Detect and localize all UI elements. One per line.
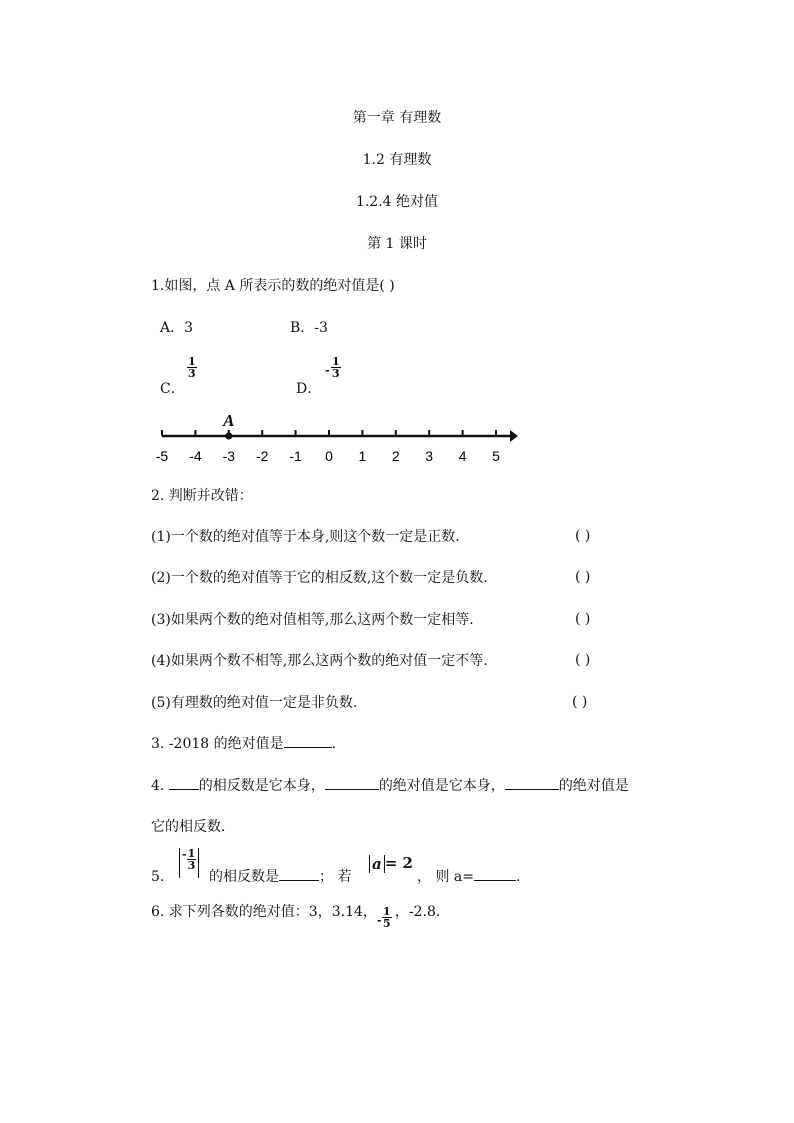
q5-equation (369, 854, 413, 873)
fraction-denominator: 3 (188, 367, 196, 380)
q2-stem: 2. 判断并改错： (151, 488, 253, 504)
number-line-point-label: A (223, 411, 235, 430)
q1-option-d-fraction (331, 356, 341, 379)
q6-text: 6. 求下列各数的绝对值：3，3.14， (151, 904, 377, 920)
q4-blank-1[interactable] (169, 789, 199, 790)
q1-option-d (296, 355, 340, 397)
q1-option-b: B．-3 (290, 320, 328, 336)
fraction-denominator: 5 (382, 917, 391, 930)
q6-tail: ，-2.8. (394, 904, 441, 920)
number-line-figure (150, 405, 530, 467)
number-line-tick-label: -4 (189, 448, 202, 464)
fraction-numerator: 1 (382, 905, 391, 918)
q5-then-text: ， 则 a= (417, 869, 474, 885)
number-line-tick-label: 0 (325, 448, 333, 464)
q4-blank-2[interactable] (325, 789, 379, 790)
q2-answer-paren-2: ( ) (575, 569, 591, 585)
q5-tail (417, 868, 520, 886)
fraction-denominator: 3 (187, 859, 196, 872)
q2-answer-paren-4: ( ) (575, 652, 591, 668)
q3-blank[interactable] (284, 747, 332, 748)
number-line-arrowhead (510, 430, 518, 442)
q1-option-c-fraction (187, 356, 197, 379)
q4-part-3: 的绝对值是 (558, 778, 629, 794)
fraction-numerator: 1 (188, 355, 196, 368)
q2-item-5: (5)有理数的绝对值一定是非负数. (151, 695, 358, 711)
q1-option-c (160, 355, 196, 397)
q3-text: 3. -2018 的绝对值是 (151, 736, 284, 752)
q4-number: 4. (151, 778, 165, 794)
q5-separator: ； 若 (319, 869, 352, 885)
number-line-tick-label: -5 (155, 448, 169, 464)
q1-option-c-label: C． (160, 381, 185, 397)
q4-part-1: 的相反数是它本身， (198, 778, 325, 794)
q2-item-2: (2)一个数的绝对值等于它的相反数,这个数一定是负数. (151, 570, 488, 586)
q4-part-2: 的绝对值是它本身， (378, 778, 505, 794)
fraction-numerator: 1 (332, 355, 340, 368)
q2-item-4: (4)如果两个数不相等,那么这两个数的绝对值一定不等. (151, 653, 488, 669)
number-line-tick-label: -3 (222, 448, 236, 464)
q4-blank-3[interactable] (505, 789, 559, 790)
q5-mid-text: 的相反数是 (209, 869, 279, 885)
q5-rest (209, 868, 351, 886)
subsection-title: 1.2.4 绝对值 (355, 194, 439, 210)
q2-item-3: (3)如果两个数的绝对值相等,那么这两个数一定相等. (151, 612, 474, 628)
q5-abs-fraction (187, 848, 197, 871)
q5-blank-1[interactable] (279, 880, 319, 881)
chapter-title: 第一章 有理数 (352, 110, 442, 126)
q6 (151, 903, 441, 930)
q2-answer-paren-1: ( ) (575, 528, 591, 544)
q4-line-2: 它的相反数. (151, 819, 226, 835)
number-line-tick-label: -1 (289, 448, 302, 464)
q5-number: 5. (151, 869, 165, 885)
q4 (151, 777, 629, 795)
number-line-tick-label: 2 (391, 448, 400, 464)
q1-option-a: A．3 (160, 320, 194, 336)
q2-item-1: (1)一个数的绝对值等于本身,则这个数一定是正数. (151, 529, 460, 545)
lesson-title: 第 1 课时 (367, 236, 427, 252)
number-line-tick-label: 4 (458, 448, 467, 464)
number-line-point-a (225, 433, 232, 440)
q5-abs-sign: - (182, 847, 187, 861)
fraction-denominator: 3 (332, 367, 340, 380)
number-line-tick-label: 1 (358, 448, 367, 464)
q1-option-d-label: D． (296, 381, 322, 397)
q5-abs-expression (179, 848, 199, 878)
q5-period: . (515, 869, 521, 885)
q2-answer-paren-3: ( ) (575, 611, 591, 627)
section-title: 1.2 有理数 (362, 152, 432, 168)
q6-fraction-sign: - (376, 914, 382, 927)
q3-period: . (331, 736, 337, 752)
number-line-tick-label: -2 (255, 448, 269, 464)
q3 (151, 735, 336, 753)
q5-eq-rhs: = 2 (384, 854, 413, 872)
q1-option-d-sign: - (325, 364, 330, 377)
number-line-tick-label: 3 (425, 448, 434, 464)
q5-blank-2[interactable] (474, 880, 516, 881)
fraction-numerator: 1 (187, 847, 196, 860)
q1-stem: 1.如图，点 A 所表示的数的绝对值是( ) (151, 278, 395, 294)
q5-eq-variable: a (369, 855, 385, 873)
number-line-tick-label: 5 (492, 448, 500, 464)
q6-fraction (382, 906, 392, 929)
q2-answer-paren-5: ( ) (572, 694, 588, 710)
